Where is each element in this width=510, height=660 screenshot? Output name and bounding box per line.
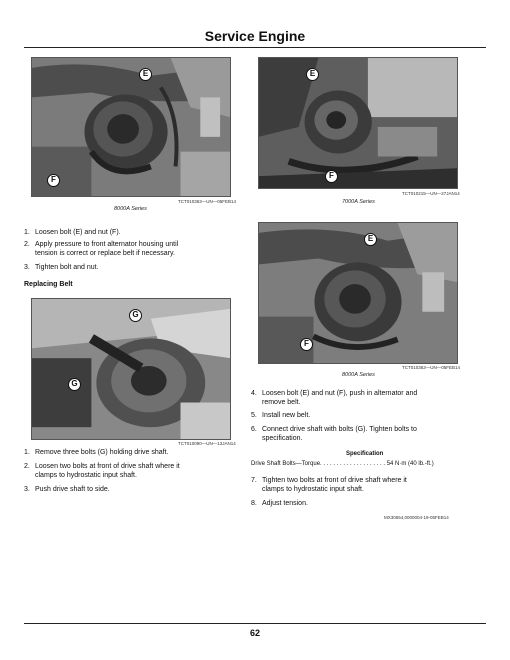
callout-e: E [364,233,377,246]
step-4: 4. Loosen bolt (E) and nut (F), push in alternator and remove belt. [251,390,418,406]
page-title: Service Engine [204,28,306,44]
step-2: 2. Loosen two bolts at front of drive shaft where it clamps to hydrostatic input shaft. [24,463,180,479]
page-number: 62 [249,628,260,638]
step-3: 3. Push drive shaft to side. [24,486,110,493]
section-heading-replacing-belt: Replacing Belt [24,281,73,288]
step-1: 1. Remove three bolts (G) holding drive shaft. [24,449,169,456]
specification-title: Specification [346,451,384,457]
callout-f: F [47,174,60,187]
callout-f: F [300,338,313,351]
document-code: MX30654,0000004-19-05FEB14 [384,515,449,520]
step-6: 6. Connect drive shaft with bolts (G). Tighten bolts to specification. [251,426,417,442]
step-8: 8. Adjust tension. [251,500,308,507]
torque-spec-row: Drive Shaft Bolts—Torque. . . . . . . . . . . . . . . . . . . . 54 N·m (40 lb.-ft.) [251,461,434,467]
series-caption: 8000A Series [342,372,375,378]
step-3: 3. Tighten bolt and nut. [24,264,99,271]
alternator-photo-8000a [31,57,231,197]
step-1: 1. Loosen bolt (E) and nut (F). [24,229,121,236]
series-caption: 7000A Series [342,199,375,205]
image-id: TCT010215—UN—27JAN14 [402,191,460,196]
image-id: TCT010090—UN—13JAN14 [178,441,236,446]
step-7: 7. Tighten two bolts at front of drive shaft where it clamps to hydrostatic input shaft. [251,477,407,493]
series-caption: 8000A Series [114,206,147,212]
callout-f: F [325,170,338,183]
step-5: 5. Install new belt. [251,412,311,419]
step-2: 2. Apply pressure to front alternator housing until tension is correct or replace belt if necessary. [24,241,179,257]
callout-e: E [306,68,319,81]
image-id: TCT010363—UN—05FEB14 [178,199,237,204]
image-id: TCT010363—UN—05FEB14 [402,365,461,370]
callout-g: G [129,309,142,322]
callout-e: E [139,68,152,81]
alternator-photo-7000a [258,57,458,189]
header-rule [24,47,486,48]
callout-g: G [68,378,81,391]
footer-rule [24,623,486,624]
alternator-photo-8000a [258,222,458,364]
